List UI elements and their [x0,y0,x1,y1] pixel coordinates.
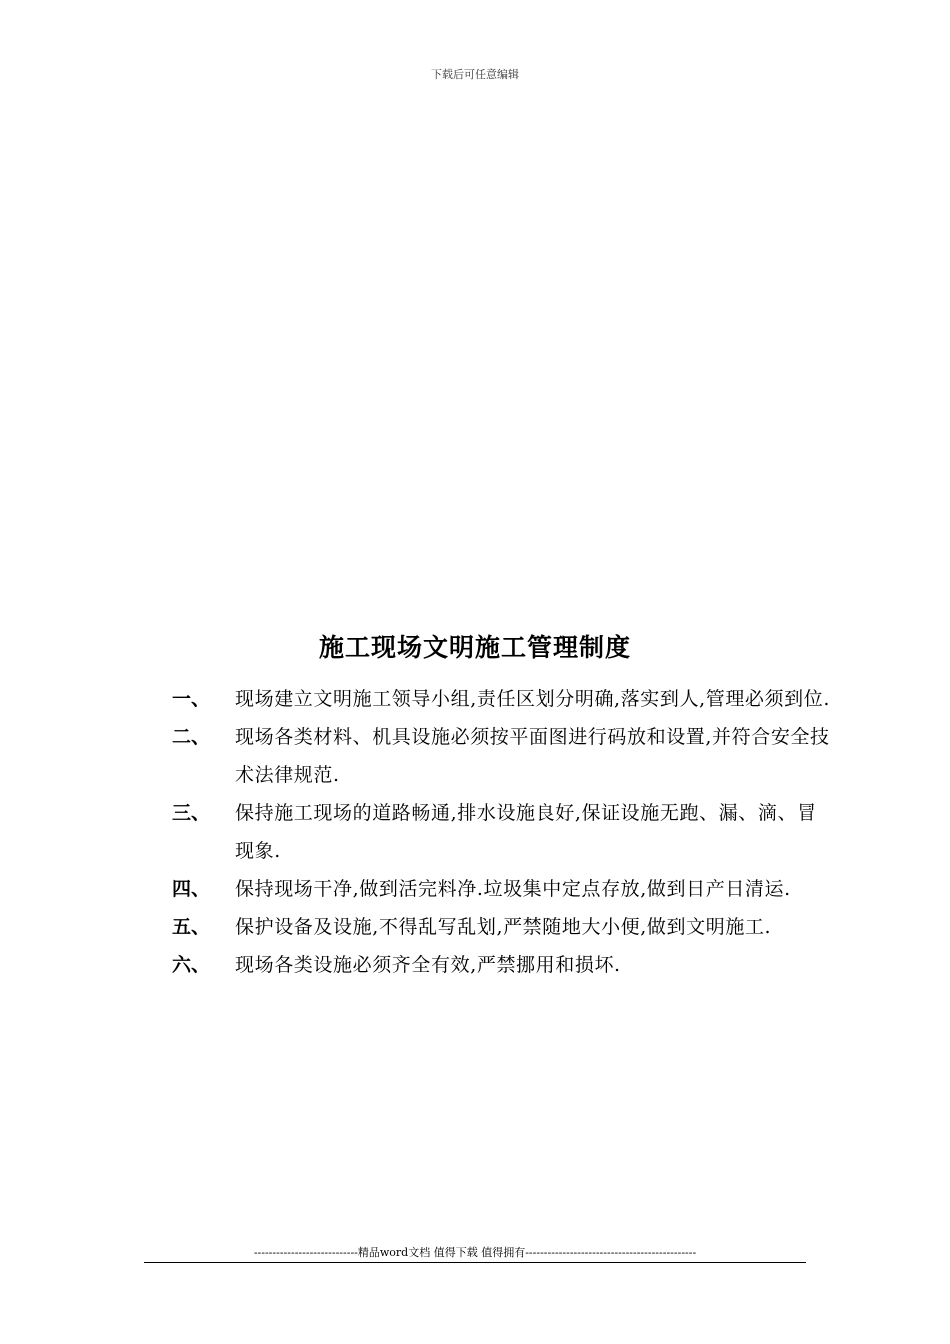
footer-note: ----------------------------精品word文档 值得下载 值得拥有---------------------------------------------- [253,1246,697,1259]
item-text: 保护设备及设施,不得乱写乱划,严禁随地大小便,做到文明施工. [235,916,772,938]
list-item [172,680,832,718]
list-item [172,908,832,946]
list-item [172,718,832,794]
header-note: 下载后可任意编辑 [431,68,519,81]
list-item [172,946,832,984]
document-title: 施工现场文明施工管理制度 [318,633,631,662]
item-text: 现场各类设施必须齐全有效,严禁挪用和损坏. [235,954,621,976]
item-number: 三、 [172,802,211,824]
item-number: 五、 [172,916,211,938]
item-number: 一、 [172,688,211,710]
item-number: 四、 [172,878,211,900]
item-text: 保持施工现场的道路畅通,排水设施良好,保证设施无跑、漏、滴、冒现象. [235,802,817,862]
item-number: 二、 [172,726,211,748]
footer-divider [144,1262,806,1263]
list-item [172,870,832,908]
item-text: 现场建立文明施工领导小组,责任区划分明确,落实到人,管理必须到位. [235,688,830,710]
item-text: 现场各类材料、机具设施必须按平面图进行码放和设置,并符合安全技术法律规范. [235,726,830,786]
item-number: 六、 [172,954,211,976]
item-text: 保持现场干净,做到活完料净.垃圾集中定点存放,做到日产日清运. [235,878,791,900]
regulation-list [172,680,832,984]
list-item [172,794,832,870]
